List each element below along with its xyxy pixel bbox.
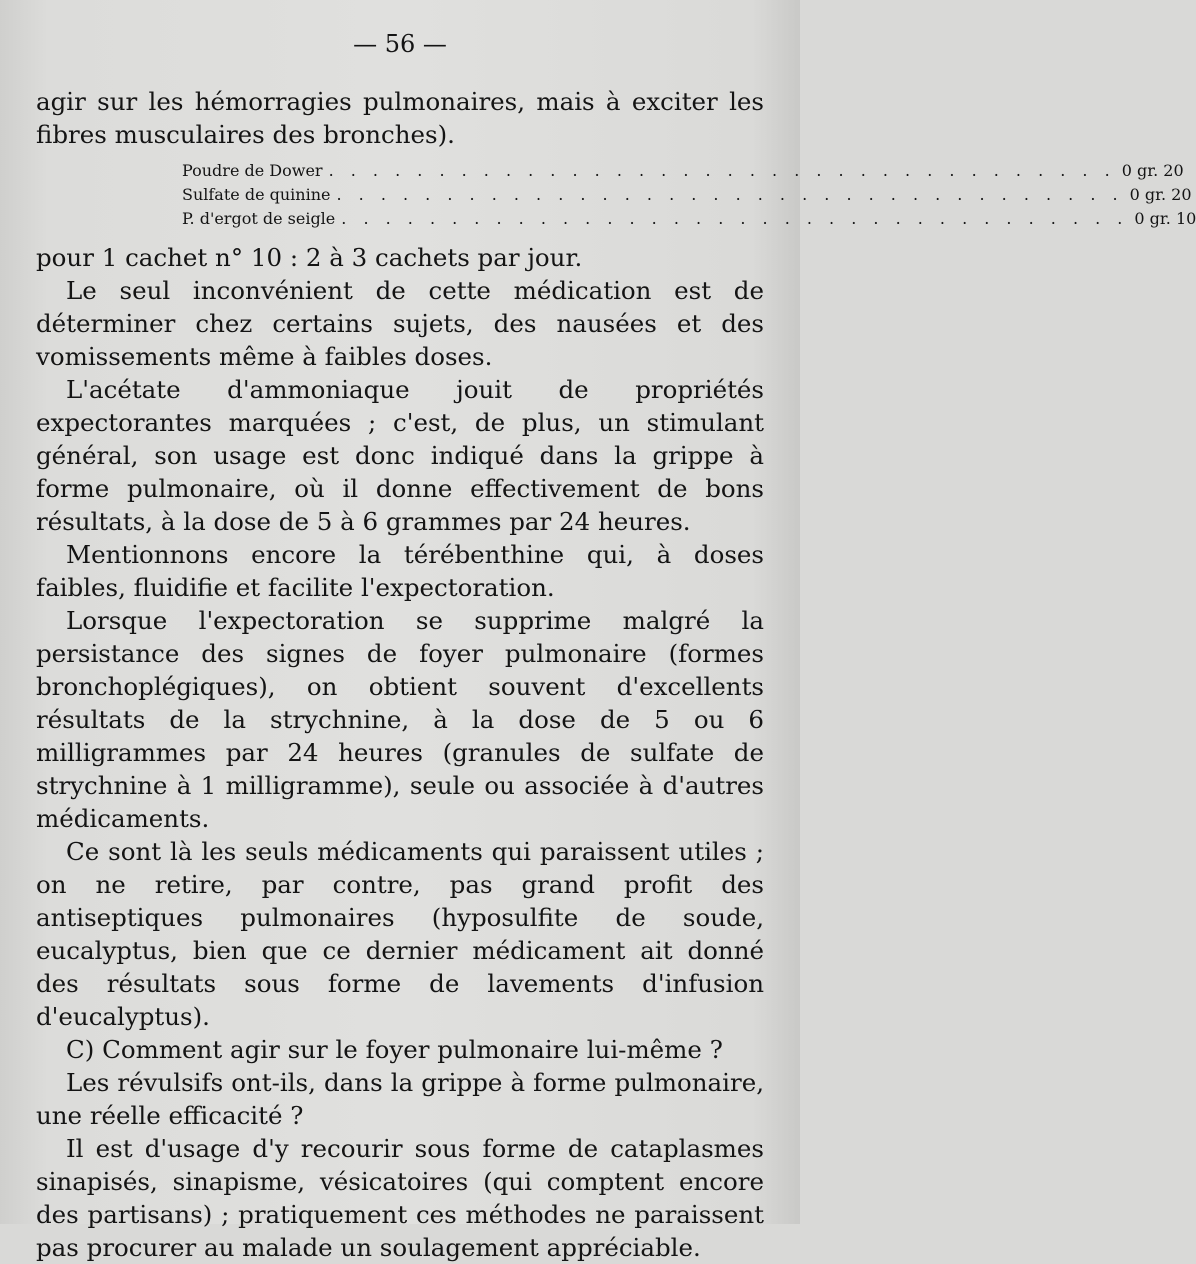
prescription-item-name: Poudre de Dower <box>182 161 323 180</box>
page-number: — 56 — <box>353 30 447 58</box>
prescription-item <box>182 183 1192 207</box>
dot-leader <box>341 207 1128 231</box>
section-heading: C) Comment agir sur le foyer pulmonaire lui-même ? <box>66 1035 723 1064</box>
prescription-item <box>182 159 1184 183</box>
paragraph: L'acétate d'ammoniaque jouit de propriétés expectorantes marquées ; c'est, de plus, un stimulant général, son usage est donc indiqué dans la grippe à forme pulmonaire, où il donne effectivement de bons résultats, à la dose de 5 à 6 grammes par 24 heures. <box>36 375 764 536</box>
dot-leader <box>329 159 1116 183</box>
paragraph: Mentionnons encore la térébenthine qui, à doses faibles, fluidifie et facilite l'expectoration. <box>36 540 764 602</box>
paragraph-dosage: pour 1 cachet n° 10 : 2 à 3 cachets par jour. <box>36 243 583 272</box>
paragraph: Ce sont là les seuls médicaments qui paraissent utiles ; on ne retire, par contre, pas grand profit des antiseptiques pulmonaires (hyposulfite de soude, eucalyptus, bien que ce dernier médicament ait donné des résultats sous forme de lavements d'infusion d'eucalyptus). <box>36 837 764 1031</box>
paragraph: Il est d'usage d'y recourir sous forme de cataplasmes sinapisés, sinapisme, vésicatoires (qui comptent encore des partisans) ; pratiquement ces méthodes ne paraissent pas procurer au malade un soulagement appréciable. <box>36 1134 764 1262</box>
prescription-item-dose: 0 gr. 20 <box>1129 185 1192 204</box>
prescription-item-dose: 0 gr. 20 <box>1121 161 1184 180</box>
body-text <box>36 85 1196 1264</box>
paragraph: Lorsque l'expectoration se supprime malgré la persistance des signes de foyer pulmonaire (formes bronchoplégiques), on obtient souvent d'excellents résultats de la strychnine, à la dose de 5 ou 6 milligrammes par 24 heures (granules de sulfate de strychnine à 1 milligramme), seule ou associée à d'autres médicaments. <box>36 606 764 833</box>
prescription-item-name: P. d'ergot de seigle <box>182 209 336 228</box>
prescription-item-name: Sulfate de quinine <box>182 185 331 204</box>
prescription-item <box>182 207 1196 231</box>
prescription-item-dose: 0 gr. 10 <box>1134 209 1196 228</box>
paragraph: Le seul inconvénient de cette médication est de déterminer chez certains sujets, des nausées et des vomissements même à faibles doses. <box>36 276 764 371</box>
dot-leader <box>336 183 1123 207</box>
paragraph-continuation: agir sur les hémorragies pulmonaires, mais à exciter les fibres musculaires des bronches). <box>36 87 764 149</box>
prescription-list <box>182 159 1196 231</box>
paragraph: Les révulsifs ont-ils, dans la grippe à forme pulmonaire, une réelle efficacité ? <box>36 1068 764 1130</box>
